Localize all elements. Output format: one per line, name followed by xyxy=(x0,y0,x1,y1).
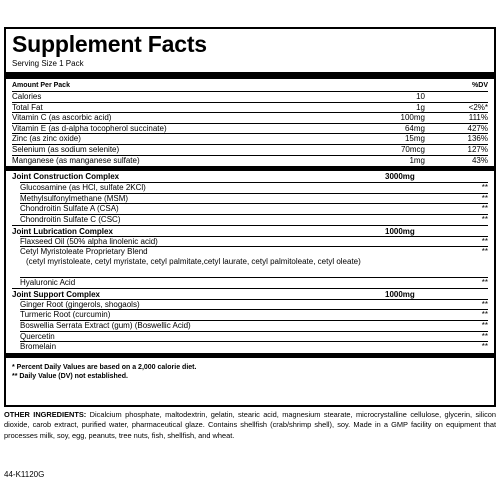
ingredient-name: Hyaluronic Acid xyxy=(20,278,76,288)
footnote: * Percent Daily Values are based on a 2,000 calorie diet. xyxy=(12,363,197,371)
ingredient-dv: ** xyxy=(481,214,488,224)
nutrient-name: Selenium (as sodium selenite) xyxy=(12,144,120,154)
nutrient-name: Calories xyxy=(12,92,42,101)
ingredient-dv: ** xyxy=(481,320,488,330)
nutrient-amount: 70mcg xyxy=(400,144,425,154)
ingredient-row xyxy=(20,193,488,204)
complex-header xyxy=(12,225,488,236)
ingredient-dv: ** xyxy=(481,183,488,193)
ingredient-name: Quercetin xyxy=(20,331,55,341)
ingredient-row xyxy=(20,246,488,277)
ingredient-name: Boswellia Serrata Extract (gum) (Boswellic Acid) xyxy=(20,320,191,330)
nutrient-row xyxy=(12,92,488,103)
ingredient-row xyxy=(20,277,488,288)
supplement-facts-panel xyxy=(4,27,496,407)
ingredient-name: Cetyl Myristoleate Proprietary Blend xyxy=(20,247,148,257)
nutrient-dv: 127% xyxy=(467,144,488,154)
nutrient-name: Vitamin C (as ascorbic acid) xyxy=(12,113,112,123)
ingredient-name: Chondroitin Sulfate C (CSC) xyxy=(20,214,121,224)
ingredient-row xyxy=(20,299,488,310)
other-ingredients-text: Dicalcium phosphate, maltodextrin, gelatin, stearic acid, magnesium stearate, microcrystalline cellulose, glycerin, silicon dioxide, carob extract, purified water, pharmaceutical glaze. Contains shellfish (crab/shrimp shell), soy. Made in a GMP facility on equipment that processes milk, soy, egg, peanuts, tree nuts, fish, shellfish, and wheat. xyxy=(4,410,496,440)
ingredient-row xyxy=(20,331,488,342)
nutrient-list xyxy=(12,92,488,166)
nutrient-row xyxy=(12,124,488,135)
ingredient-row xyxy=(20,320,488,331)
complex-name: Joint Support Complex xyxy=(12,289,100,299)
complex-header xyxy=(12,288,488,299)
nutrient-dv: 43% xyxy=(471,155,488,165)
nutrient-amount: 100mg xyxy=(400,113,425,123)
nutrient-name: Total Fat xyxy=(12,102,43,112)
ingredient-row xyxy=(20,236,488,247)
divider-thick xyxy=(6,353,494,358)
nutrient-amount: 1g xyxy=(416,102,425,112)
ingredient-name: Ginger Root (gingerols, shogaols) xyxy=(20,299,140,309)
complex-amount: 1000mg xyxy=(385,289,415,299)
ingredient-dv: ** xyxy=(481,236,488,246)
nutrient-dv: 111% xyxy=(468,113,488,123)
ingredient-dv: ** xyxy=(481,204,488,214)
complex-name: Joint Construction Complex xyxy=(12,172,120,182)
nutrient-name: Zinc (as zinc oxide) xyxy=(12,134,81,144)
nutrient-dv: 427% xyxy=(467,123,488,133)
nutrient-row xyxy=(12,156,488,167)
ingredient-detail: (cetyl myristoleate, cetyl myristate, cetyl palmitate,cetyl laurate, cetyl palmitoleate, cetyl oleate) xyxy=(26,257,361,267)
other-ingredients-label: OTHER INGREDIENTS: xyxy=(4,410,87,419)
footnotes xyxy=(12,363,488,381)
nutrient-amount: 15mg xyxy=(404,134,425,144)
complex-list xyxy=(12,171,488,352)
ingredient-dv: ** xyxy=(481,331,488,341)
ingredient-row xyxy=(20,309,488,320)
complex-amount: 1000mg xyxy=(385,226,415,236)
other-ingredients xyxy=(4,410,496,441)
nutrient-name: Manganese (as manganese sulfate) xyxy=(12,155,140,165)
dv-header: %DV xyxy=(472,82,488,89)
nutrient-amount: 10 xyxy=(416,92,425,101)
complex-amount: 3000mg xyxy=(385,172,415,182)
nutrient-row xyxy=(12,145,488,156)
nutrient-dv: <2%* xyxy=(468,102,488,112)
ingredient-dv: ** xyxy=(481,278,488,288)
nutrient-row xyxy=(12,103,488,114)
nutrient-row xyxy=(12,134,488,145)
serving-size: Serving Size 1 Pack xyxy=(12,59,84,68)
nutrient-dv: 136% xyxy=(467,134,488,144)
ingredient-row xyxy=(20,203,488,214)
amount-header: Amount Per Pack xyxy=(12,82,70,89)
ingredient-dv: ** xyxy=(481,342,488,352)
ingredient-dv: ** xyxy=(481,310,488,320)
nutrient-row xyxy=(12,113,488,124)
nutrient-amount: 1mg xyxy=(409,155,425,165)
complex-name: Joint Lubrication Complex xyxy=(12,226,113,236)
ingredient-name: Flaxseed Oil (50% alpha linolenic acid) xyxy=(20,236,158,246)
column-header xyxy=(12,79,488,92)
nutrient-name: Vitamin E (as d-alpha tocopherol succinate) xyxy=(12,123,167,133)
panel-title: Supplement Facts xyxy=(12,31,207,57)
footnote: ** Daily Value (DV) not established. xyxy=(12,372,128,380)
nutrient-amount: 64mg xyxy=(404,123,425,133)
divider-thick xyxy=(6,72,494,79)
product-code: 44-K1120G xyxy=(4,470,45,479)
ingredient-name: Bromelain xyxy=(20,342,57,352)
ingredient-dv: ** xyxy=(481,193,488,203)
ingredient-name: Methylsulfonylmethane (MSM) xyxy=(20,193,129,203)
ingredient-dv: ** xyxy=(481,299,488,309)
ingredient-name: Turmeric Root (curcumin) xyxy=(20,310,111,320)
ingredient-name: Glucosamine (as HCl, sulfate 2KCl) xyxy=(20,183,146,193)
complex-header xyxy=(12,171,488,182)
ingredient-row xyxy=(20,214,488,225)
ingredient-row xyxy=(20,341,488,352)
ingredient-name: Chondroitin Sulfate A (CSA) xyxy=(20,204,119,214)
ingredient-row xyxy=(20,182,488,193)
ingredient-dv: ** xyxy=(481,247,488,257)
